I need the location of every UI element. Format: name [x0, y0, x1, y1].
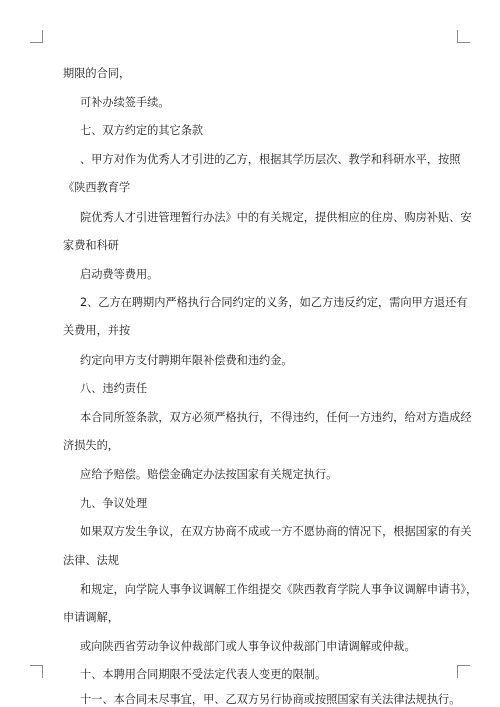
text-line: 家费和科研 [63, 239, 119, 252]
section-heading: 九、争议处理 [80, 497, 148, 510]
text-line: 本合同所签条款，双方必须严格执行，不得违约，任何一方违约，给对方造成经 [80, 411, 472, 424]
text-line: 如果双方发生争议，在双方协商不成或一方不愿协商的情况下，根据国家的有关 [80, 525, 472, 538]
text-line: 启动费等费用。 [80, 268, 159, 281]
text-line: 期限的合同， [63, 67, 131, 80]
text-line: 应给予赔偿。赔偿金确定办法按国家有关规定执行。 [80, 468, 338, 481]
text-line: 、甲方对作为优秀人才引进的乙方，根据其学历层次、教学和科研水平，按照 [80, 153, 461, 166]
text-line: 2、乙方在聘期内严格执行合同约定的义务，如乙方违反约定，需向甲方退还有 [80, 296, 468, 309]
crop-mark-top-right [457, 30, 470, 43]
text-line: 申请调解， [63, 611, 119, 624]
text-line: 关费用，并按 [63, 324, 131, 337]
crop-mark-top-left [30, 30, 43, 43]
text-line: 《陕西教育学 [63, 181, 131, 194]
text-line: 可补办续签手续。 [80, 96, 170, 109]
text-line: 约定向甲方支付聘期年限补偿费和违约金。 [80, 354, 293, 367]
text-line: 或向陕西省劳动争议仲裁部门或人事争议仲裁部门申请调解或仲裁。 [80, 640, 416, 653]
text-line: 和规定，向学院人事争议调解工作组提交《陕西教育学院人事争议调解申请书》， [80, 583, 478, 596]
text-line: 法律、法规 [63, 554, 119, 567]
crop-mark-bottom-left [30, 665, 43, 678]
section-heading: 十、本聘用合同期限不受法定代表人变更的限制。 [80, 668, 327, 681]
text-line: 济损失的， [63, 439, 119, 452]
text-line: 院优秀人才引进管理暂行办法》中的有关规定，提供相应的住房、购房补贴、安 [80, 211, 472, 224]
section-heading: 七、双方约定的其它条款 [80, 124, 204, 137]
text-line: 十一、本合同未尽事宜，甲、乙双方另行协商或按照国家有关法律法规执行。 [80, 693, 461, 706]
section-heading: 八、违约责任 [80, 382, 148, 395]
